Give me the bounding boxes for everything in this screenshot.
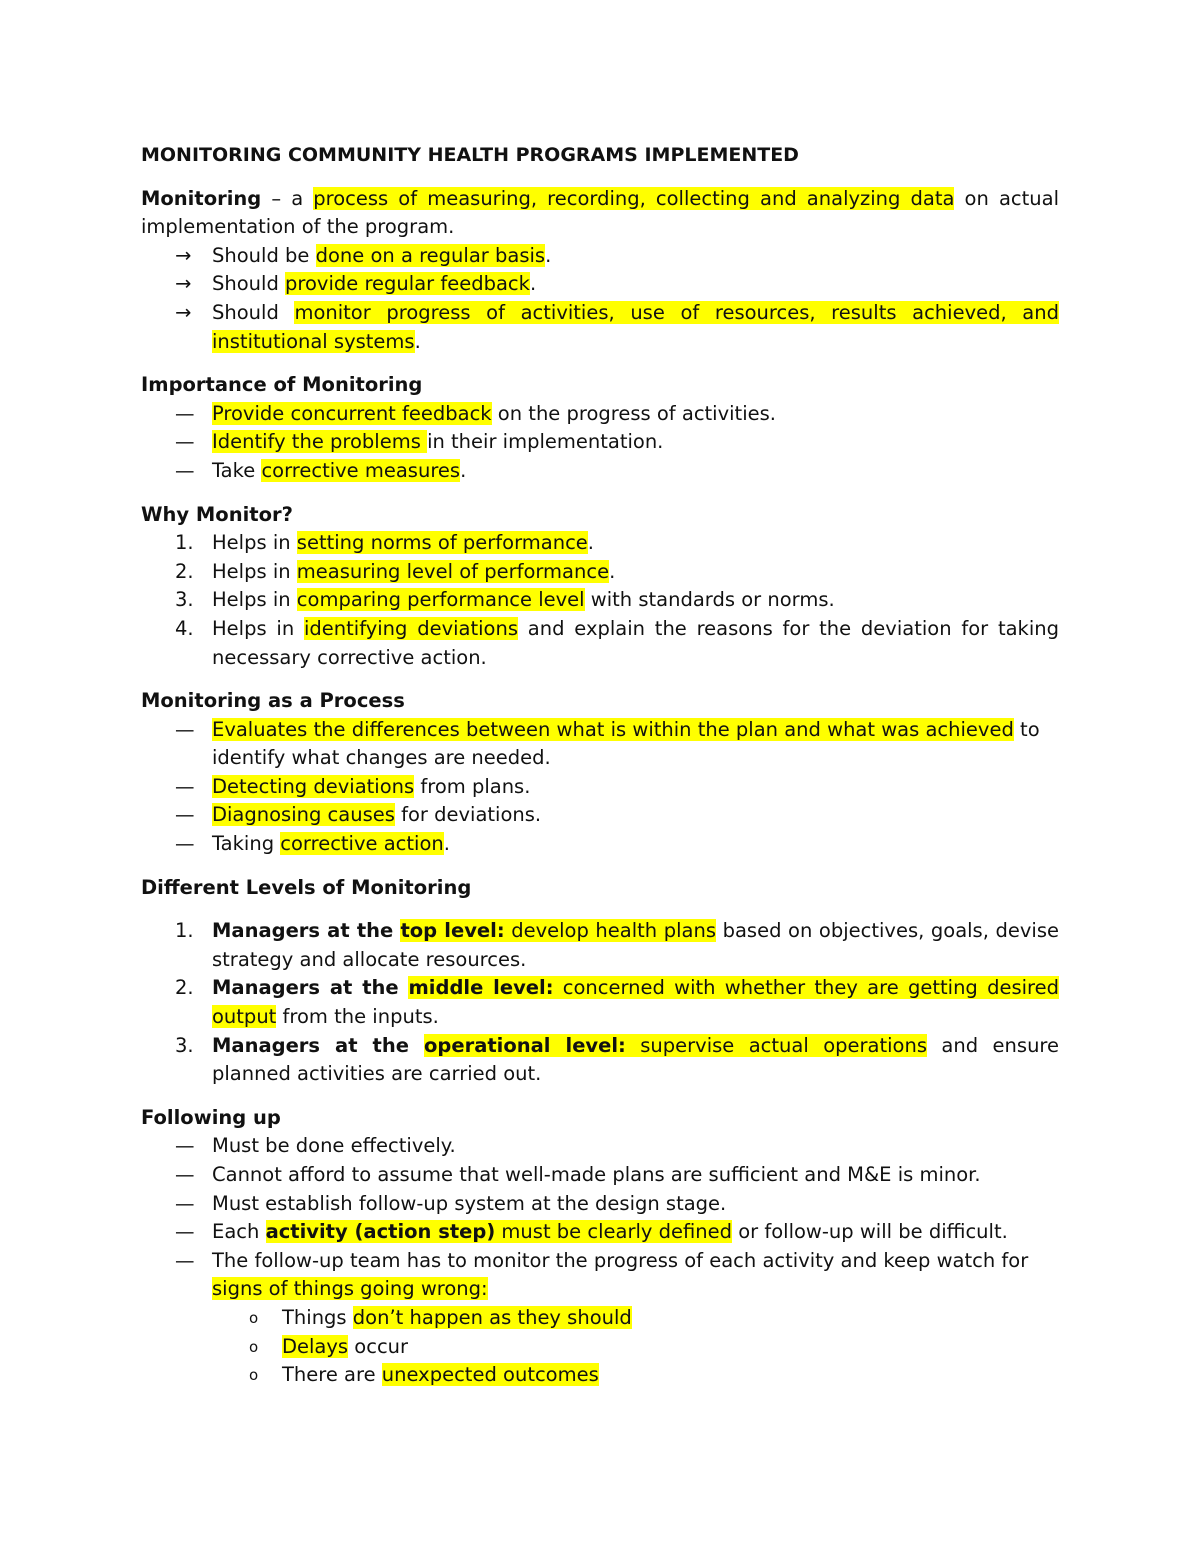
text: Things: [282, 1305, 353, 1329]
list-item: [141, 400, 1059, 429]
text: Managers at the: [212, 919, 401, 943]
list-item: [141, 558, 1059, 587]
highlight: don’t happen as they should: [352, 1305, 632, 1329]
highlight: top level:: [400, 919, 505, 943]
text: with standards or norms.: [584, 588, 835, 612]
text: Helps in: [212, 616, 304, 640]
text: and explain the reasons for the deviation for taking necessary corrective action.: [212, 616, 1059, 669]
list-item: [141, 299, 1059, 356]
text: .: [529, 272, 537, 296]
highlight: unexpected outcomes: [381, 1363, 599, 1387]
highlight: monitor progress of activities, use of resources, results achieved, and institutional systems: [212, 300, 1059, 353]
text: Should: [212, 272, 286, 296]
highlight: Identify the problems: [212, 430, 428, 454]
dash-icon: —: [175, 774, 195, 798]
list-item: [141, 457, 1059, 486]
text: Cannot afford to assume that well-made plans are sufficient and M&E is minor.: [212, 1163, 981, 1186]
highlight: operational level:: [424, 1033, 626, 1057]
text: .: [609, 559, 616, 583]
list-item: [141, 773, 1059, 802]
sub-list-item: [141, 1333, 1059, 1362]
section-heading: Different Levels of Monitoring: [141, 875, 472, 899]
section-levels: [141, 874, 1059, 1089]
highlight: supervise actual operations: [625, 1033, 927, 1057]
text: to identify what changes are needed.: [212, 717, 1040, 770]
text: Each: [212, 1220, 266, 1244]
section-heading: Importance of Monitoring: [141, 373, 423, 397]
list-number: 3.: [175, 588, 194, 612]
dash-icon: —: [175, 717, 195, 741]
text: Should: [212, 300, 295, 324]
highlight: develop health plans: [504, 919, 716, 943]
dash-icon: —: [175, 1191, 195, 1215]
section-monitoring-definition: [141, 185, 1059, 357]
highlight: Delays: [282, 1334, 349, 1358]
highlight: signs of things going wrong:: [212, 1277, 488, 1301]
text: Must establish follow-up system at the design stage.: [212, 1191, 727, 1215]
list-item: [141, 1218, 1059, 1247]
list-number: 3.: [175, 1033, 194, 1057]
section-importance: [141, 371, 1059, 485]
list-item: [141, 917, 1059, 974]
list-item: [141, 1190, 1059, 1219]
highlight: activity (action step): [265, 1220, 496, 1244]
text: based on objectives, goals, devise strategy and allocate resources.: [212, 919, 1059, 971]
dash-icon: —: [175, 803, 195, 827]
text: for deviations.: [394, 803, 542, 827]
highlight: middle level:: [408, 976, 554, 1000]
dash-icon: —: [175, 458, 195, 482]
list-item: [141, 1161, 1059, 1190]
highlight: measuring level of performance: [296, 559, 610, 583]
highlight: concerned with whether they are getting desired output: [212, 976, 1059, 1029]
text: There are: [282, 1363, 382, 1387]
list-item: [141, 428, 1059, 457]
text: Should be: [212, 243, 316, 267]
document-body: [141, 141, 1059, 1390]
highlight: Evaluates the differences between what is within the plan and what was achieved: [212, 717, 1014, 741]
term-monitoring: Monitoring: [141, 186, 262, 210]
dash-icon: —: [175, 430, 195, 454]
text: Taking: [212, 832, 281, 856]
dash-icon: —: [175, 1163, 195, 1186]
text: .: [460, 458, 467, 482]
highlight: identifying deviations: [303, 616, 519, 640]
list-item: [141, 801, 1059, 830]
text: .: [414, 329, 421, 353]
definition-separator: – a: [261, 186, 314, 210]
highlight: process of measuring, recording, collecting and analyzing data: [313, 186, 955, 210]
circle-bullet-icon: o: [249, 1366, 259, 1385]
text: The follow-up team has to monitor the progress of each activity and keep watch for: [212, 1248, 1029, 1272]
list-number: 1.: [175, 531, 194, 555]
text: occur: [348, 1334, 409, 1358]
highlight: provide regular feedback: [285, 272, 530, 296]
list-number: 2.: [175, 976, 194, 1000]
section-heading: Following up: [141, 1105, 281, 1129]
text: Take: [212, 458, 262, 482]
highlight: corrective action: [280, 832, 444, 856]
highlight: done on a regular basis: [315, 243, 546, 267]
document-title: MONITORING COMMUNITY HEALTH PROGRAMS IMPLEMENTED: [141, 144, 799, 166]
highlight: must be clearly defined: [495, 1220, 733, 1244]
definition-rest: on actual implementation of the program.: [141, 186, 1060, 239]
dash-icon: —: [175, 1134, 195, 1158]
text: in their implementation.: [427, 430, 664, 454]
highlight: comparing performance level: [296, 588, 585, 612]
text: .: [545, 243, 552, 267]
text: Helps in: [212, 531, 297, 555]
text: .: [443, 832, 450, 856]
list-item: [141, 615, 1059, 672]
highlight: setting norms of performance: [296, 531, 588, 555]
sub-list-item: [141, 1361, 1059, 1390]
highlight: Detecting deviations: [212, 774, 415, 798]
spacer: [141, 902, 1059, 917]
arrow-icon: →: [175, 272, 192, 296]
section-following-up: [141, 1104, 1059, 1390]
dash-icon: —: [175, 832, 195, 856]
list-item: [141, 270, 1059, 299]
text: Helps in: [212, 588, 297, 612]
arrow-icon: →: [175, 243, 192, 267]
section-heading: Monitoring as a Process: [141, 689, 405, 713]
list-item: [141, 242, 1059, 271]
list-item: [141, 1132, 1059, 1161]
arrow-icon: →: [175, 300, 192, 324]
text: Must be done effectively.: [212, 1134, 456, 1158]
text: from the inputs.: [276, 1005, 439, 1029]
text: .: [587, 531, 594, 555]
section-monitoring-process: [141, 687, 1059, 859]
text: or follow-up will be difficult.: [732, 1220, 1008, 1244]
list-item: [141, 529, 1059, 558]
circle-bullet-icon: o: [249, 1337, 259, 1356]
text: and ensure planned activities are carried out.: [212, 1033, 1060, 1086]
dash-icon: —: [175, 401, 195, 425]
list-item: [141, 1032, 1059, 1089]
list-item: [141, 974, 1059, 1031]
dash-icon: —: [175, 1248, 195, 1272]
text: Helps in: [212, 559, 297, 583]
list-item: [141, 1247, 1059, 1304]
list-item: [141, 830, 1059, 859]
highlight: Provide concurrent feedback: [212, 401, 492, 425]
highlight: corrective measures: [261, 458, 461, 482]
circle-bullet-icon: o: [249, 1308, 259, 1327]
sub-list-item: [141, 1304, 1059, 1333]
dash-icon: —: [175, 1220, 195, 1244]
list-item: [141, 586, 1059, 615]
list-item: [141, 716, 1059, 773]
section-why-monitor: [141, 501, 1059, 673]
text: from plans.: [414, 774, 531, 798]
highlight: Diagnosing causes: [212, 803, 395, 827]
text: on the progress of activities.: [491, 401, 776, 425]
list-number: 4.: [175, 616, 194, 640]
definition-paragraph: [141, 185, 1059, 242]
list-number: 1.: [175, 919, 194, 943]
list-number: 2.: [175, 559, 194, 583]
text: Managers at the: [212, 976, 409, 1000]
text: Managers at the: [212, 1033, 424, 1057]
section-heading: Why Monitor?: [141, 502, 293, 526]
